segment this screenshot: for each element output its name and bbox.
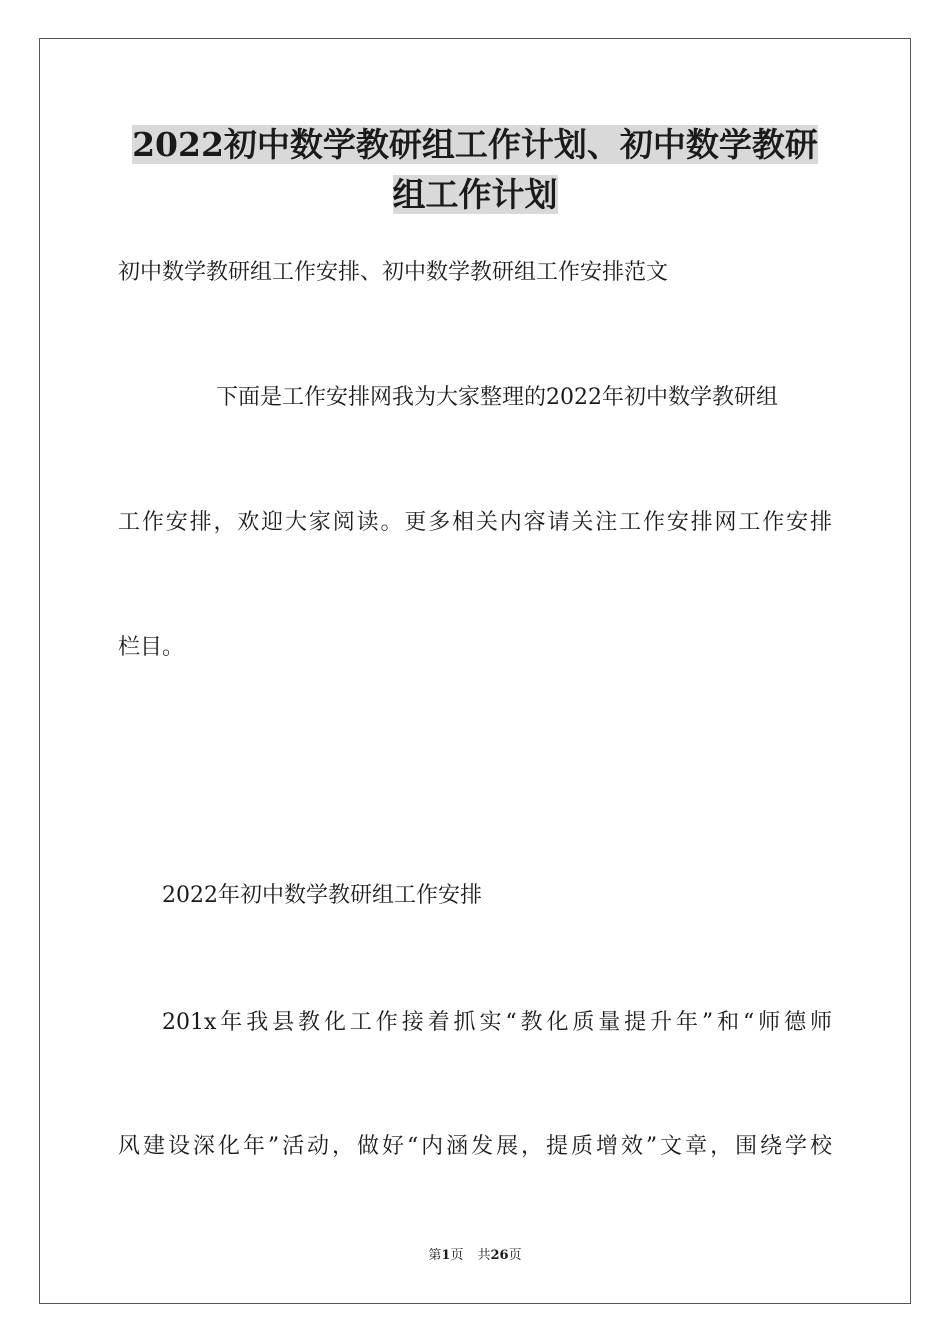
intro-line-1: 下面是工作安排网我为大家整理的2022年初中数学教研组: [216, 385, 778, 410]
body-line-2: 风建设深化年”活动，做好“内涵发展，提质增效”文章，围绕学校: [118, 1134, 832, 1159]
page-border: [39, 38, 911, 1304]
title-line-2: 组工作计划: [392, 175, 558, 214]
subtitle: 初中数学教研组工作安排、初中数学教研组工作安排范文: [118, 260, 669, 285]
total-page-count: 26: [490, 1248, 509, 1263]
document-title: [118, 120, 832, 220]
current-page-number: 1: [441, 1248, 451, 1263]
body-line-1: 201x年我县教化工作接着抓实“教化质量提升年”和“师德师: [162, 1010, 832, 1035]
total-prefix: 共: [477, 1248, 491, 1263]
page-prefix: 第: [428, 1248, 442, 1263]
total-suffix: 页: [508, 1248, 522, 1263]
section-heading: 2022年初中数学教研组工作安排: [162, 883, 482, 908]
page-suffix: 页: [450, 1248, 464, 1263]
title-line-1: 2022初中数学教研组工作计划、初中数学教研: [132, 125, 818, 164]
page-footer: [0, 1247, 950, 1265]
intro-line-3: 栏目。: [118, 635, 185, 660]
intro-line-2: 工作安排，欢迎大家阅读。更多相关内容请关注工作安排网工作安排: [118, 510, 832, 535]
